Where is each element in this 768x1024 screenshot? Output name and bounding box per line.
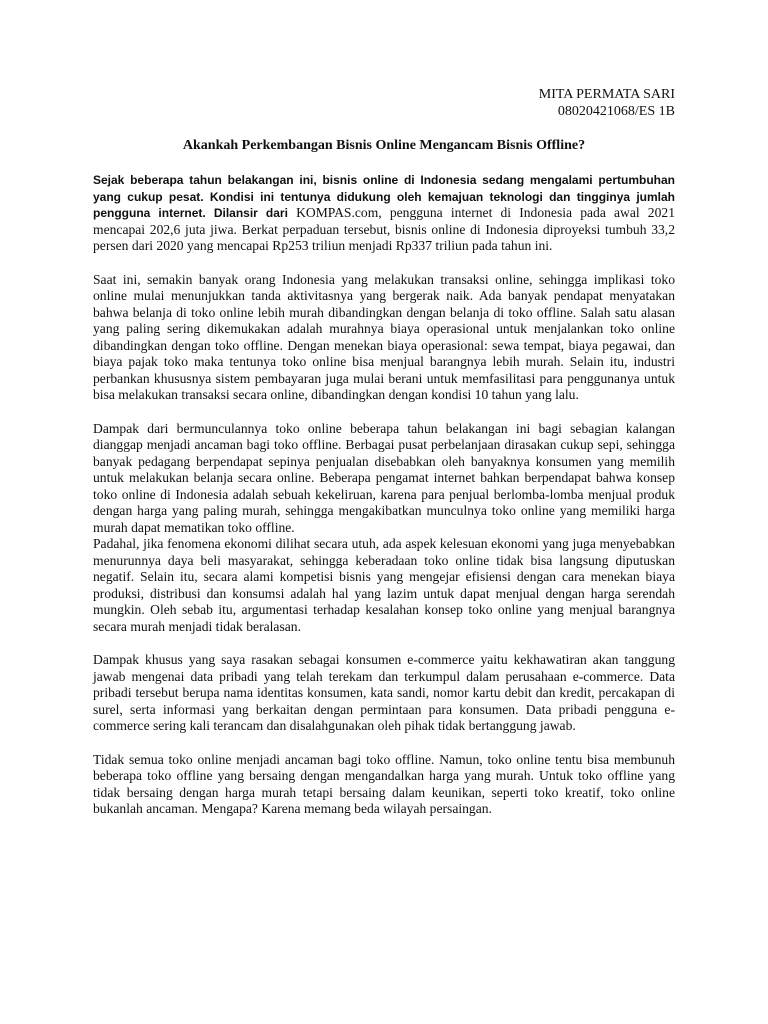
author-id: 08020421068/ES 1B	[557, 104, 675, 119]
author-name: MITA PERMATA SARI	[538, 87, 675, 102]
paragraph-1-body: KOMPAS.com, pengguna internet di Indonesia pada awal 2021 mencapai 202,6 juta jiwa. Berkat perpaduan tersebut, bisnis online di Indonesia diproyeksi tumbuh 33,2 persen dari 2020 yang mencapai Rp253 triliun menjadi Rp337 triliun pada tahun ini.	[93, 205, 675, 253]
paragraph-6: Tidak semua toko online menjadi ancaman bagi toko offline. Namun, toko online tentu bisa membunuh beberapa toko offline yang bersaing dengan mengandalkan harga yang murah. Untuk toko offline yang tidak bersaing dengan harga murah tetapi bersaing dalam keunikan, seperti toko kreatif, toko online bukanlah ancaman. Mengapa? Karena memang beda wilayah persaingan.	[93, 751, 675, 816]
paragraph-2: Saat ini, semakin banyak orang Indonesia yang melakukan transaksi online, sehingga implikasi toko online mulai menunjukkan tanda aktivitasnya yang bergerak naik. Ada banyak pendapat menyatakan bahwa belanja di toko online lebih murah dibandingkan dengan belanja di toko offline. Salah satu alasan yang paling sering dikemukakan adalah murahnya biaya operasional untuk menjalankan toko online dibandingkan dengan toko offline. Dengan menekan biaya operasional: sewa tempat, biaya pegawai, dan biaya pajak toko maka tentunya toko online bisa menjual barangnya lebih murah. Selain itu, industri perbankan khususnya sistem pembayaran juga mulai berani untuk memfasilitasi para penggunanya untuk bisa melakukan transaksi secara online, dibandingkan dengan kondisi 10 tahun yang lalu.	[93, 271, 675, 402]
author-block	[93, 86, 675, 120]
paragraph-5: Dampak khusus yang saya rasakan sebagai konsumen e-commerce yaitu kekhawatiran akan tanggung jawab mengenai data pribadi yang telah terekam dan terkumpul dalam perusahaan e-commerce. Data pribadi tersebut berupa nama identitas konsumen, kata sandi, nomor kartu debit dan kredit, percakapan di surel, serta informasi yang berkaitan dengan permintaan para konsumen. Data pribadi pengguna e-commerce sering kali terancam dan disalahgunakan oleh pihak tidak bertanggung jawab.	[93, 652, 675, 733]
paragraph-1	[93, 172, 675, 255]
paragraph-3: Dampak dari bermunculannya toko online beberapa tahun belakangan ini bagi sebagian kalangan dianggap menjadi ancaman bagi toko offline. Berbagai pusat perbelanjaan dirasakan cukup sepi, sehingga banyak pedagang berpendapat sepinya penjualan disebabkan oleh banyaknya konsumen yang memilih untuk melakukan belanja secara online. Beberapa pengamat internet bahkan berpendapat bahwa konsep toko online di Indonesia adalah sebuah kekeliruan, karena para penjual berlomba-lomba menjual produk dengan harga yang paling murah, sehingga mengakibatkan munculnya toko online yang memiliki harga murah dapat mematikan toko offline.	[93, 420, 675, 535]
paragraph-1-lead: Sejak beberapa tahun belakangan ini, bisnis online di Indonesia sedang mengalami pertumbuhan yang cukup pesat. Kondisi ini tentunya didukung oleh kemajuan teknologi dan tingginya jumlah pengguna internet. Dilansir dari	[93, 173, 675, 220]
document-title: Akankah Perkembangan Bisnis Online Mengancam Bisnis Offline?	[182, 138, 586, 153]
paragraph-4: Padahal, jika fenomena ekonomi dilihat secara utuh, ada aspek kelesuan ekonomi yang juga menyebabkan menurunnya daya beli masyarakat, sehingga keberadaan toko online tidak bisa langsung diputuskan negatif. Selain itu, secara alami kompetisi bisnis yang mengejar efisiensi dengan cara menekan biaya produksi, distribusi dan konsumsi adalah hal yang lazim untuk dapat menjual dengan harga serendah mungkin. Oleh sebab itu, argumentasi terhadap kesalahan konsep toko online yang menjual barangnya secara murah menjadi tidak beralasan.	[93, 536, 675, 634]
